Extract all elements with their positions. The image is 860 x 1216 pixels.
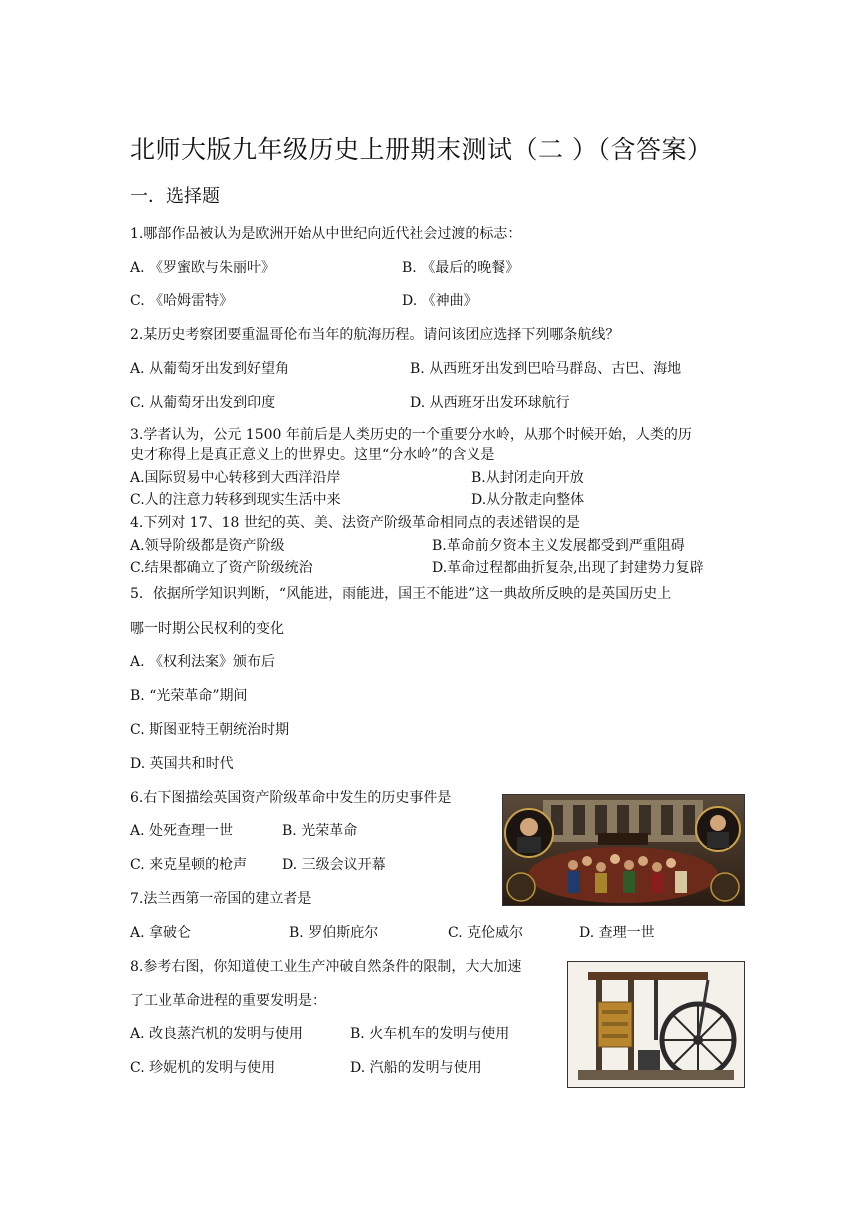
question-4-option-d: D.革命过程都曲折复杂,出现了封建势力复辟 <box>432 560 704 576</box>
question-5-stem-line1: 5．依据所学知识判断，“风能进，雨能进，国王不能进”这一典故所反映的是英国历史上 <box>130 586 672 602</box>
question-8-stem-line2: 了工业革命进程的重要发明是： <box>130 993 326 1009</box>
question-7-option-b: B. 罗伯斯庇尔 <box>289 925 379 941</box>
question-6-option-d: D. 三级会议开幕 <box>282 857 386 873</box>
question-4-stem: 4.下列对 17、18 世纪的英、美、法资产阶级革命相同点的表述错误的是 <box>130 515 580 531</box>
question-8-option-b: B. 火车机车的发明与使用 <box>350 1026 510 1042</box>
question-4-option-a: A.领导阶级都是资产阶级 <box>130 538 285 554</box>
question-6-stem: 6.右下图描绘英国资产阶级革命中发生的历史事件是 <box>130 790 452 806</box>
question-7-option-c: C. 克伦威尔 <box>448 925 524 941</box>
question-6-option-b: B. 光荣革命 <box>282 823 358 839</box>
question-5-option-b: B. “光荣革命”期间 <box>130 688 248 704</box>
section-heading: 一．选择题 <box>130 186 220 207</box>
question-7-option-a: A. 拿破仑 <box>130 925 192 941</box>
question-4-option-c: C.结果都确立了资产阶级统治 <box>130 560 313 576</box>
question-8-option-d: D. 汽船的发明与使用 <box>350 1060 482 1076</box>
question-5-stem-line2: 哪一时期公民权利的变化 <box>130 621 284 637</box>
question-8-stem-line1: 8.参考右图，你知道使工业生产冲破自然条件的限制，大大加速 <box>130 959 522 975</box>
question-2-stem: 2.某历史考察团要重温哥伦布当年的航海历程。请问该团应选择下列哪条航线？ <box>130 327 620 343</box>
question-1-option-c: C. 《哈姆雷特》 <box>130 293 234 309</box>
question-1-option-a: A. 《罗蜜欧与朱丽叶》 <box>130 260 276 276</box>
document-title: 北师大版九年级历史上册期末测试（二 ）（含答案） <box>130 135 713 164</box>
question-2-option-c: C. 从葡萄牙出发到印度 <box>130 395 276 411</box>
question-6-option-c: C. 来克星顿的枪声 <box>130 857 248 873</box>
question-1-stem: 1.哪部作品被认为是欧洲开始从中世纪向近代社会过渡的标志： <box>130 226 522 242</box>
question-3-option-a: A.国际贸易中心转移到大西洋沿岸 <box>130 470 341 486</box>
question-7-option-d: D. 查理一世 <box>579 925 655 941</box>
question-1-option-d: D. 《神曲》 <box>402 293 478 309</box>
question-5-option-a: A. 《权利法案》颁布后 <box>130 654 276 670</box>
question-1-option-b: B. 《最后的晚餐》 <box>402 260 520 276</box>
question-3-option-c: C.人的注意力转移到现实生活中来 <box>130 492 341 508</box>
question-3-option-d: D.从分散走向整体 <box>471 492 585 508</box>
question-8-option-a: A. 改良蒸汽机的发明与使用 <box>130 1026 304 1042</box>
question-5-option-d: D. 英国共和时代 <box>130 756 234 772</box>
question-5-option-c: C. 斯图亚特王朝统治时期 <box>130 722 290 738</box>
question-3-stem-line1: 3.学者认为，公元 1500 年前后是人类历史的一个重要分水岭，从那个时候开始，人类的历 <box>130 427 692 443</box>
question-2-option-b: B. 从西班牙出发到巴哈马群岛、古巴、海地 <box>410 361 682 377</box>
question-2-option-a: A. 从葡萄牙出发到好望角 <box>130 361 290 377</box>
question-2-option-d: D. 从西班牙出发环球航行 <box>410 395 570 411</box>
steam-engine-photo <box>567 961 745 1088</box>
question-3-stem-line2: 史才称得上是真正意义上的世界史。这里“分水岭”的含义是 <box>130 447 495 463</box>
english-revolution-painting <box>502 794 745 906</box>
question-3-option-b: B.从封闭走向开放 <box>471 470 584 486</box>
question-8-option-c: C. 珍妮机的发明与使用 <box>130 1060 276 1076</box>
question-6-option-a: A. 处死查理一世 <box>130 823 234 839</box>
question-4-option-b: B.革命前夕资本主义发展都受到严重阻碍 <box>432 538 685 554</box>
question-7-stem: 7.法兰西第一帝国的建立者是 <box>130 891 312 907</box>
